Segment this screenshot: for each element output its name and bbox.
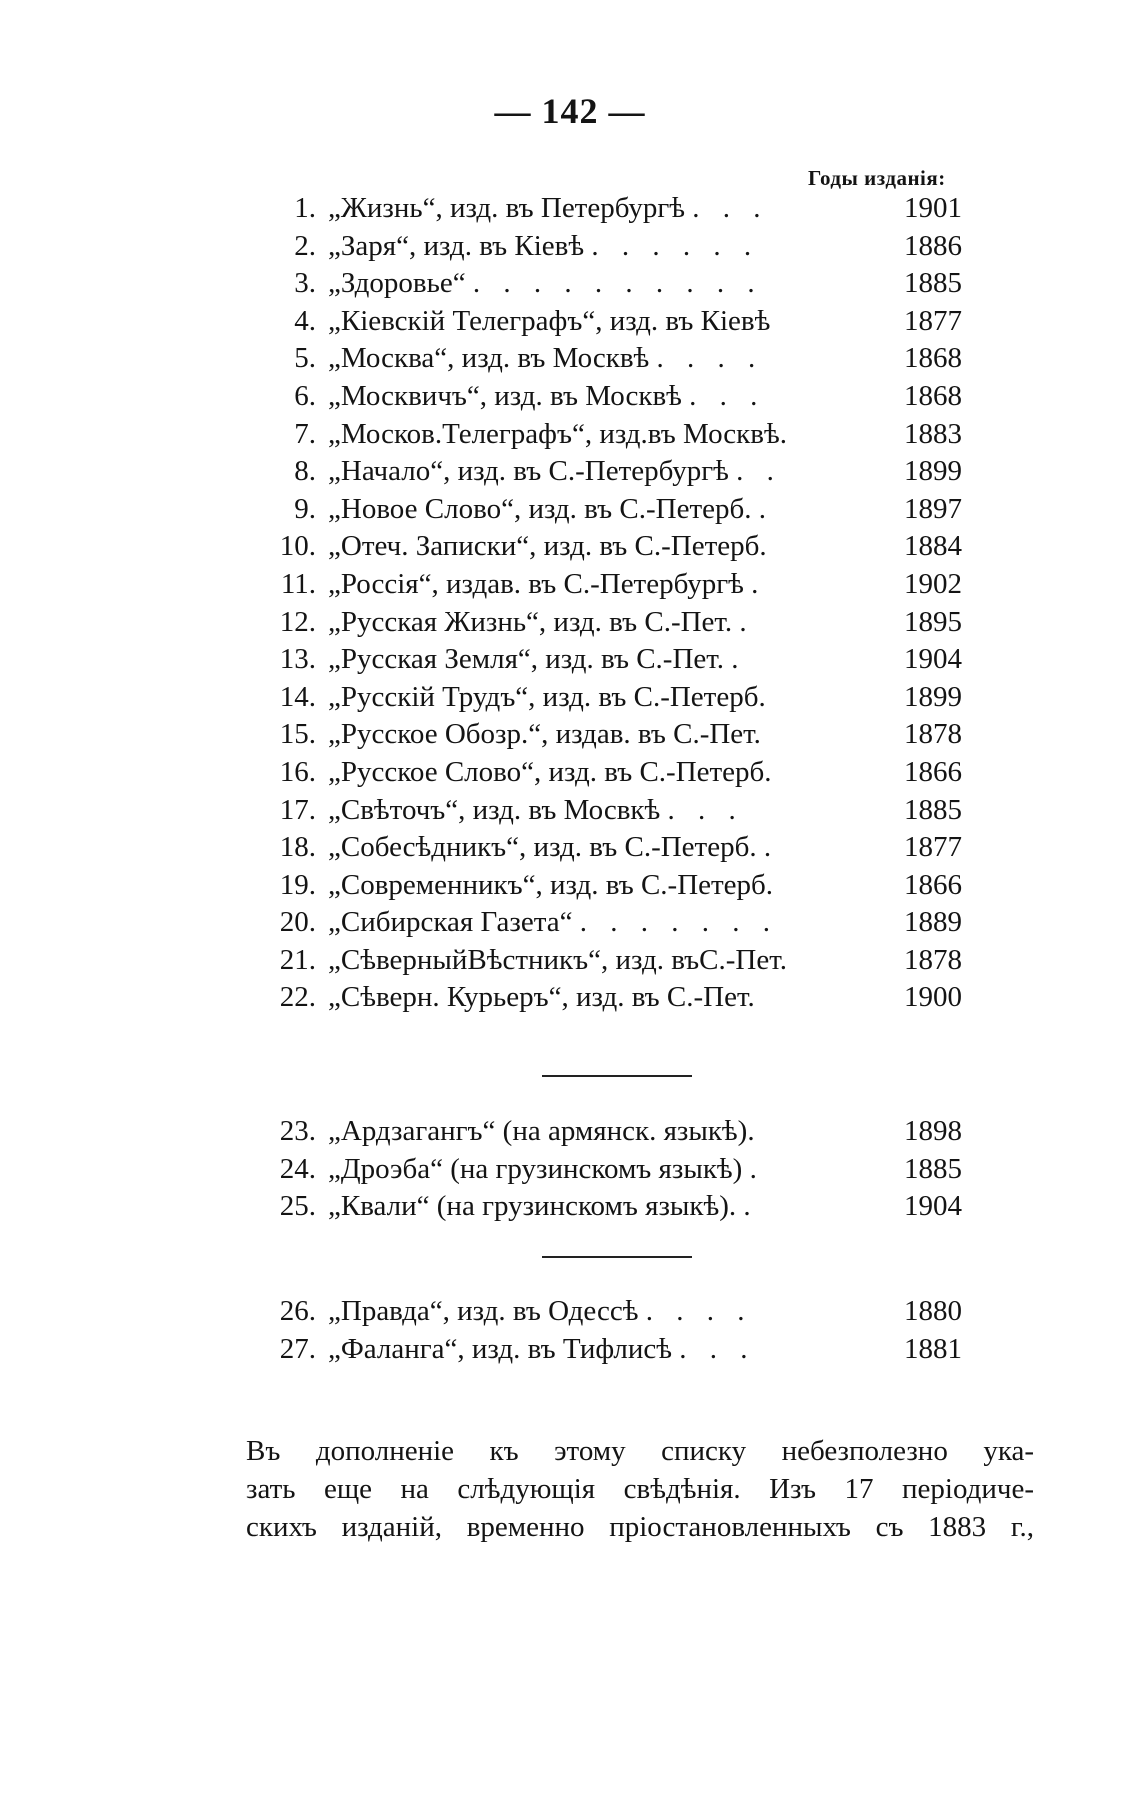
list-item [270, 979, 962, 1017]
leader-dots: . [731, 643, 747, 676]
list-item-number: 21. [279, 943, 316, 976]
list-item-title [316, 942, 898, 980]
leader-dots: . . . [689, 379, 766, 412]
list-item-title-text: „Квали“ (на грузинскомъ языкѣ). [328, 1190, 737, 1223]
list-item-title-text: „Здоровье“ [328, 267, 466, 300]
list-item-number: 11. [280, 567, 316, 600]
list-item [270, 754, 962, 792]
paragraph-line: Въ дополненіе къ этому списку небезполезно ука- [246, 1435, 1034, 1467]
leader-dots: . . . . . . [591, 229, 760, 262]
list-item-title-text: „Русское Обозр.“, издав. въ С.-Пет. [328, 718, 761, 751]
list-item-title [316, 303, 898, 341]
list-item-year: 1877 [904, 831, 962, 864]
list-item-title [316, 604, 898, 642]
list-item-title [316, 979, 898, 1017]
list-item-title-text: „Свѣточъ“, изд. въ Мосвкѣ [328, 793, 661, 826]
list-item [270, 1293, 962, 1331]
list-item-title-text: „Сибирская Газета“ [328, 906, 573, 939]
list-item-number: 2. [294, 229, 316, 262]
list-item-number: 10. [279, 530, 316, 563]
list-item [270, 679, 962, 717]
list-item [270, 416, 962, 454]
list-item-number: 25. [279, 1190, 316, 1223]
list-item-title-text: „Россія“, издав. въ С.-Петербургѣ [328, 567, 744, 600]
list-item-year: 1901 [904, 192, 962, 224]
list-item-title [316, 190, 898, 228]
list-item-year: 1885 [904, 267, 962, 300]
list-item-title-text: „Сѣверн. Курьеръ“, изд. въ С.-Пет. [328, 981, 755, 1014]
list-item-title-text: „Русское Слово“, изд. въ С.-Петерб. [328, 755, 772, 788]
list-item-title [316, 528, 898, 566]
section-divider [542, 1256, 692, 1258]
list-item-title-text: „Москва“, изд. въ Москвѣ [328, 342, 650, 375]
list-item-title [316, 340, 898, 378]
list-item-number: 24. [279, 1152, 316, 1185]
list-item-year: 1904 [904, 1190, 962, 1223]
list-item [270, 904, 962, 942]
list-item-number: 23. [279, 1115, 316, 1147]
list-item-title-text: „Отеч. Записки“, изд. въ С.-Петерб. [328, 530, 767, 563]
list-item-title [316, 829, 898, 867]
list-item-number: 6. [294, 379, 316, 412]
leader-dots: . . . [692, 192, 769, 224]
leader-dots: . . . . . . . . . . [472, 267, 763, 300]
list-item-number: 3. [294, 267, 316, 300]
list-item-title [316, 754, 898, 792]
list-item-title-text: „СѣверныйВѣстникъ“, изд. въС.-Пет. [328, 943, 787, 976]
list-item-year: 1897 [904, 492, 962, 525]
list-item-title [316, 867, 898, 905]
list-item-year: 1884 [904, 530, 962, 563]
section-divider [542, 1075, 692, 1077]
list-item-number: 1. [294, 192, 316, 224]
list-item-number: 12. [279, 605, 316, 638]
list-item-number: 5. [294, 342, 316, 375]
list-item-year: 1902 [904, 567, 962, 600]
list-item [270, 228, 962, 266]
list-item-year: 1889 [904, 906, 962, 939]
list-item-number: 8. [294, 455, 316, 488]
leader-dots: . [751, 567, 767, 600]
list-item [270, 528, 962, 566]
list-item [270, 566, 962, 604]
list-item-number: 19. [279, 868, 316, 901]
list-item-title [316, 716, 898, 754]
leader-dots: . . [736, 455, 782, 488]
list-item [270, 604, 962, 642]
list-item-year: 1878 [904, 718, 962, 751]
leader-dots: . [739, 605, 755, 638]
list-item-year: 1866 [904, 868, 962, 901]
list-item-title-text: „Правда“, изд. въ Одессѣ [328, 1295, 639, 1327]
list-item-title [316, 566, 898, 604]
list-item-title-text: „Новое Слово“, изд. въ С.-Петерб. [328, 492, 752, 525]
list-item-year: 1885 [904, 1152, 962, 1185]
list-item-title-text: „Русскій Трудъ“, изд. въ С.-Петерб. [328, 680, 766, 713]
list-item-title-text: „Ардзагангъ“ (на армянск. языкѣ). [328, 1115, 755, 1147]
list-item-number: 7. [294, 417, 316, 450]
list-item [270, 265, 962, 303]
periodicals-list-foreign-language [270, 1113, 962, 1226]
list-item [270, 792, 962, 830]
list-item-title [316, 1293, 898, 1331]
leader-dots: . [758, 492, 775, 525]
list-item-year: 1878 [904, 943, 962, 976]
leader-dots: . . . [667, 793, 744, 826]
list-item-title-text: „Заря“, изд. въ Кіевѣ [328, 229, 585, 262]
list-item-title [316, 1188, 898, 1226]
list-item [270, 491, 962, 529]
list-item [270, 340, 962, 378]
body-paragraph [246, 1432, 1034, 1546]
leader-dots: . . . . [656, 342, 764, 375]
list-item-number: 9. [294, 492, 316, 525]
list-item-year: 1880 [904, 1295, 962, 1327]
list-item [270, 942, 962, 980]
list-item-title-text: „Москвичъ“, изд. въ Москвѣ [328, 379, 682, 412]
leader-dots: . [749, 1152, 765, 1185]
leader-dots: . . . [679, 1332, 756, 1365]
list-item [270, 1151, 962, 1189]
list-item [270, 190, 962, 228]
list-item-year: 1883 [904, 417, 962, 450]
list-item-number: 4. [294, 304, 316, 337]
list-item-number: 27. [279, 1332, 316, 1365]
list-item-year: 1868 [904, 342, 962, 375]
list-item [270, 1331, 962, 1369]
list-item [270, 867, 962, 905]
list-item-title-text: „Дроэба“ (на грузинскомъ языкѣ) [328, 1152, 743, 1185]
list-item-year: 1885 [904, 793, 962, 826]
page-number: — 142 — [494, 91, 646, 131]
list-item-title-text: „Собесѣдникъ“, изд. въ С.-Петерб. [328, 831, 757, 864]
leader-dots: . . . . . . . [579, 906, 779, 939]
leader-dots: . . . . [645, 1295, 753, 1327]
list-item-year: 1881 [904, 1332, 962, 1365]
list-item [270, 1188, 962, 1226]
list-item-number: 13. [279, 643, 316, 676]
list-item-title-text: „Фаланга“, изд. въ Тифлисѣ [328, 1332, 673, 1365]
list-item [270, 303, 962, 341]
list-item-year: 1904 [904, 643, 962, 676]
list-item-number: 16. [279, 755, 316, 788]
list-item-title-text: „Начало“, изд. въ С.-Петербургѣ [328, 455, 729, 488]
list-item-number: 22. [279, 981, 316, 1014]
list-item [270, 641, 962, 679]
list-item-title-text: „Москов.Телеграфъ“, изд.въ Москвѣ. [328, 417, 787, 450]
list-item-year: 1886 [904, 229, 962, 262]
list-item-year: 1900 [904, 981, 962, 1014]
list-item-year: 1895 [904, 605, 962, 638]
list-item [270, 453, 962, 491]
list-item-year: 1877 [904, 304, 962, 337]
list-item-title [316, 228, 898, 266]
list-item-title [316, 679, 898, 717]
list-item-title [316, 641, 898, 679]
list-item-title-text: „Русская Жизнь“, изд. въ С.-Пет. [328, 605, 733, 638]
list-item-number: 18. [279, 831, 316, 864]
list-item-number: 15. [279, 718, 316, 751]
list-item-title [316, 265, 898, 303]
list-item-title-text: „Русская Земля“, изд. въ С.-Пет. [328, 643, 725, 676]
list-item-number: 17. [279, 793, 316, 826]
list-item-year: 1899 [904, 680, 962, 713]
list-item-number: 20. [279, 906, 316, 939]
list-item-number: 26. [279, 1295, 316, 1327]
list-item [270, 716, 962, 754]
periodicals-list-other [270, 1293, 962, 1368]
column-header-years: Годы изданія: [808, 166, 946, 190]
list-item-title [316, 792, 898, 830]
paragraph-line: зать еще на слѣдующія свѣдѣнія. Изъ 17 періодиче- [246, 1473, 1034, 1505]
list-item-title-text: „Жизнь“, изд. въ Петербургѣ [328, 192, 686, 224]
list-item-year: 1899 [904, 455, 962, 488]
list-item-year: 1866 [904, 755, 962, 788]
list-item-number: 14. [279, 680, 316, 713]
periodicals-list-russian [270, 190, 962, 1017]
list-item-title [316, 453, 898, 491]
list-item [270, 829, 962, 867]
list-item-year: 1868 [904, 379, 962, 412]
list-item-title [316, 1331, 898, 1369]
list-item-title [316, 378, 898, 416]
leader-dots: . [743, 1190, 759, 1223]
list-item [270, 378, 962, 416]
list-item [270, 1113, 962, 1151]
list-item-title [316, 416, 898, 454]
paragraph-line: скихъ изданій, временно пріостановленныхъ съ 1883 г., [246, 1511, 1034, 1543]
list-item-year: 1898 [904, 1115, 962, 1147]
leader-dots: . [763, 831, 780, 864]
list-item-title [316, 1113, 898, 1151]
list-item-title [316, 491, 898, 529]
list-item-title [316, 1151, 898, 1189]
list-item-title-text: „Современникъ“, изд. въ С.-Петерб. [328, 868, 774, 901]
list-item-title [316, 904, 898, 942]
list-item-title-text: „Кіевскій Телеграфъ“, изд. въ Кіевѣ [328, 304, 771, 337]
